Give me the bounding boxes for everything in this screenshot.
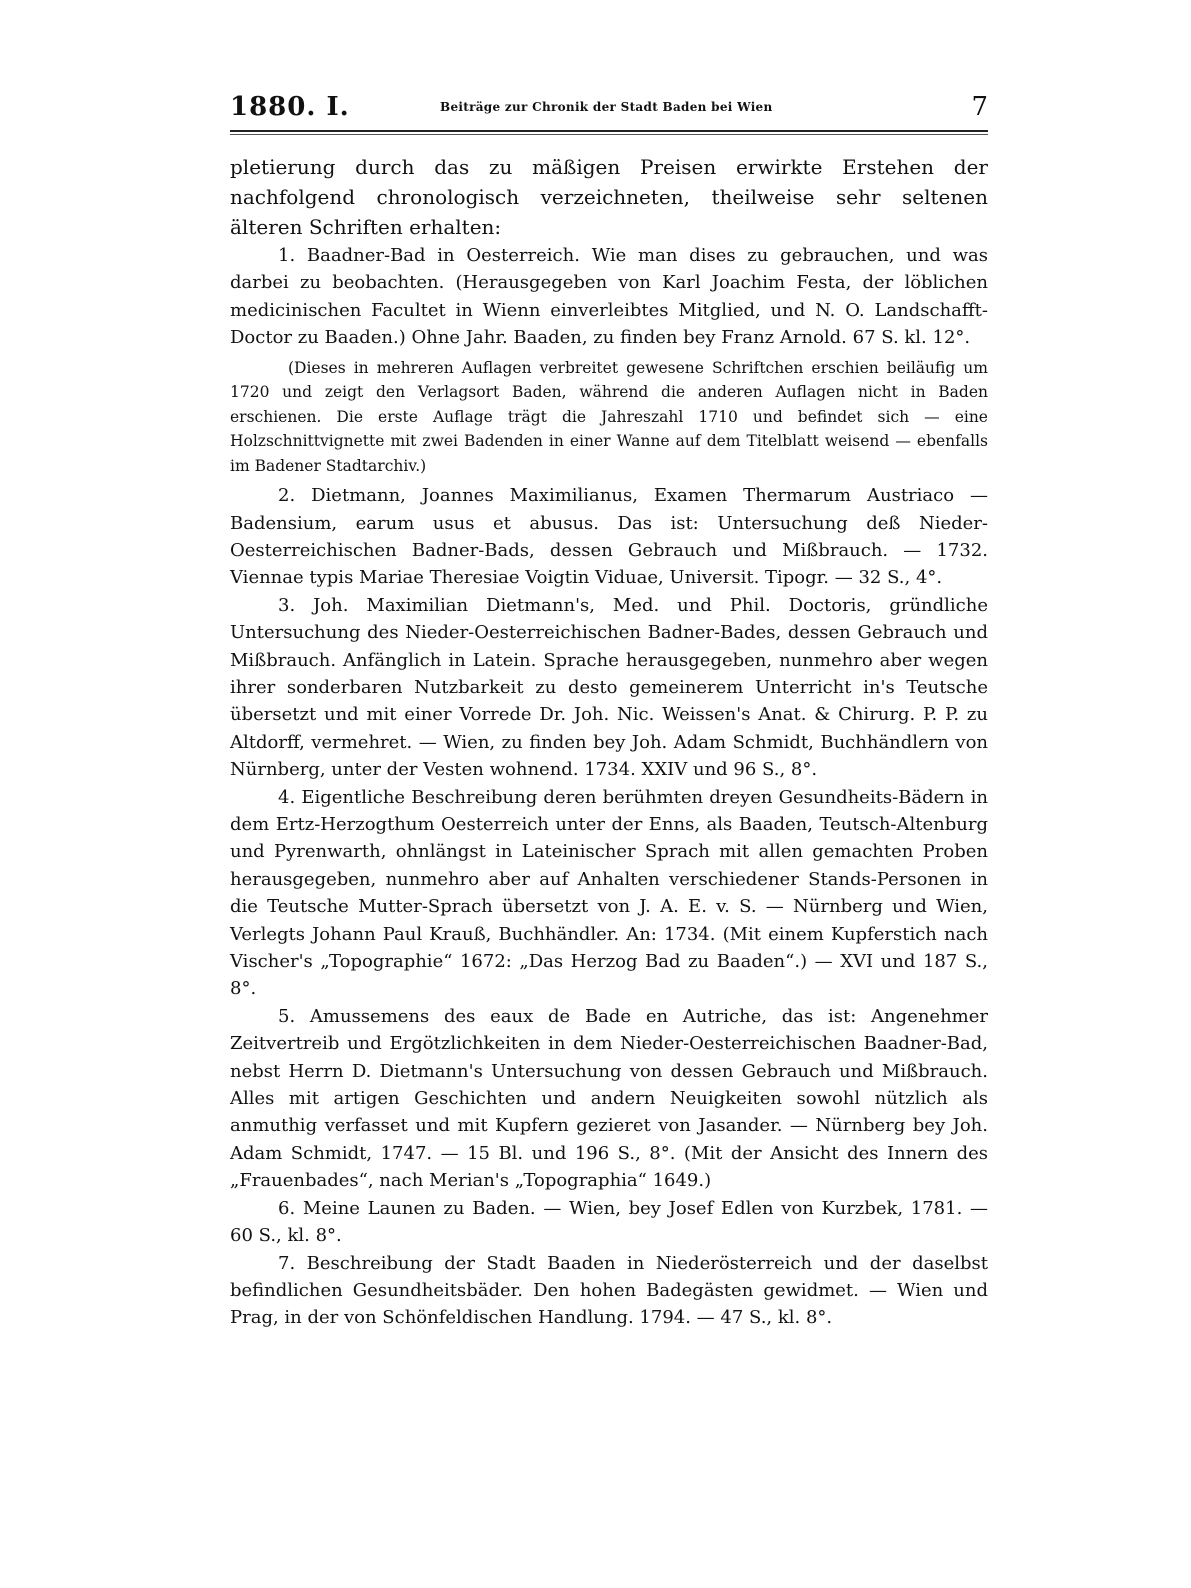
entry-3: 3. Joh. Maximilian Dietmann's, Med. und Phil. Doctoris, gründliche Untersuchung des Nieder-Oesterreichischen Badner-Bades, dessen Gebrauch und Mißbrauch. Anfänglich in Latein. Sprache herausgegeben, nunmehro aber wegen ihrer sonderbaren Nutzbarkeit zu desto gemeinerem Unterricht in's Teutsche übersetzt und mit einer Vorrede Dr. Joh. Nic. Weissen's Anat. & Chirurg. P. P. zu Altdorff, vermehret. — Wien, zu finden bey Joh. Adam Schmidt, Buchhändlern von Nürnberg, unter der Vesten wohnend. 1734. XXIV und 96 S., 8°. bbox=[230, 594, 988, 781]
running-title: Beiträge zur Chronik der Stadt Baden bei Wien bbox=[440, 100, 773, 114]
page-number: 7 bbox=[971, 92, 988, 122]
running-head bbox=[230, 92, 988, 128]
header-rule-thin bbox=[230, 134, 988, 135]
entry-2: 2. Dietmann, Joannes Maximilianus, Examen Thermarum Austriaco — Badensium, earum usus et abusus. Das ist: Untersuchung deß Nieder-Oesterreichischen Badner-Bads, dessen Gebrauch und Mißbrauch. — 1732. Viennae typis Mariae Theresiae Voigtin Viduae, Universit. Tipogr. — 32 S., 4°. bbox=[230, 485, 988, 589]
entry-7: 7. Beschreibung der Stadt Baaden in Niederösterreich und der daselbst befindlichen Gesundheitsbäder. Den hohen Badegästen gewidmet. — Wien und Prag, in der von Schönfeldischen Handlung. 1794. — 47 S., kl. 8°. bbox=[230, 1252, 988, 1329]
body-text bbox=[230, 152, 988, 1332]
entry-6: 6. Meine Launen zu Baden. — Wien, bey Josef Edlen von Kurzbek, 1781. — 60 S., kl. 8°. bbox=[230, 1197, 988, 1247]
entry-1-note: (Dieses in mehreren Auflagen verbreitet gewesene Schriftchen erschien beiläufig um 1720 und zeigt den Verlagsort Baden, während die anderen Auflagen nicht in Baden erschienen. Die erste Auflage trägt die Jahreszahl 1710 und befindet sich — eine Holzschnittvignette mit zwei Badenden in einer Wanne auf dem Titelblatt weisend — ebenfalls im Badener Stadtarchiv.) bbox=[230, 358, 988, 475]
entry-4: 4. Eigentliche Beschreibung deren berühmten dreyen Gesundheits-Bädern in dem Ertz-Herzogthum Oesterreich unter der Enns, als Baaden, Teutsch-Altenburg und Pyrenwarth, ohnlängst in Lateinischer Sprach mit allen gemachten Proben herausgegeben, nunmehro aber auf Anhalten verschiedener Stands-Personen in die Teutsche Mutter-Sprach übersetzt von J. A. E. v. S. — Nürnberg und Wien, Verlegts Johann Paul Krauß, Buchhändler. An: 1734. (Mit einem Kupferstich nach Vischer's „Topographie“ 1672: „Das Herzog Bad zu Baaden“.) — XVI und 187 S., 8°. bbox=[230, 786, 988, 1000]
entry-5: 5. Amussemens des eaux de Bade en Autriche, das ist: Angenehmer Zeitvertreib und Ergötzlichkeiten in dem Nieder-Oesterreichischen Baadner-Bad, nebst Herrn D. Dietmann's Untersuchung von dessen Gebrauch und Mißbrauch. Alles mit artigen Geschichten und andern Neuigkeiten sowohl nützlich als anmuthig verfasset und mit Kupfern gezieret von Jasander. — Nürnberg bey Joh. Adam Schmidt, 1747. — 15 Bl. und 196 S., 8°. (Mit der Ansicht des Innern des „Frauenbades“, nach Merian's „Topographia“ 1649.) bbox=[230, 1005, 988, 1192]
header-rule bbox=[230, 130, 988, 132]
intro-paragraph: pletierung durch das zu mäßigen Preisen erwirkte Erstehen der nachfolgend chronologisch verzeichneten, theilweise sehr seltenen älteren Schriften erhalten: bbox=[230, 155, 988, 239]
entry-1: 1. Baadner-Bad in Oesterreich. Wie man dises zu gebrauchen, und was darbei zu beobachten. (Herausgegeben von Karl Joachim Festa, der löblichen medicinischen Facultet in Wienn einverleibtes Mitglied, und N. O. Landschafft-Doctor zu Baaden.) Ohne Jahr. Baaden, zu finden bey Franz Arnold. 67 S. kl. 12°. bbox=[230, 245, 988, 349]
volume-label: 1880. I. bbox=[230, 92, 350, 122]
